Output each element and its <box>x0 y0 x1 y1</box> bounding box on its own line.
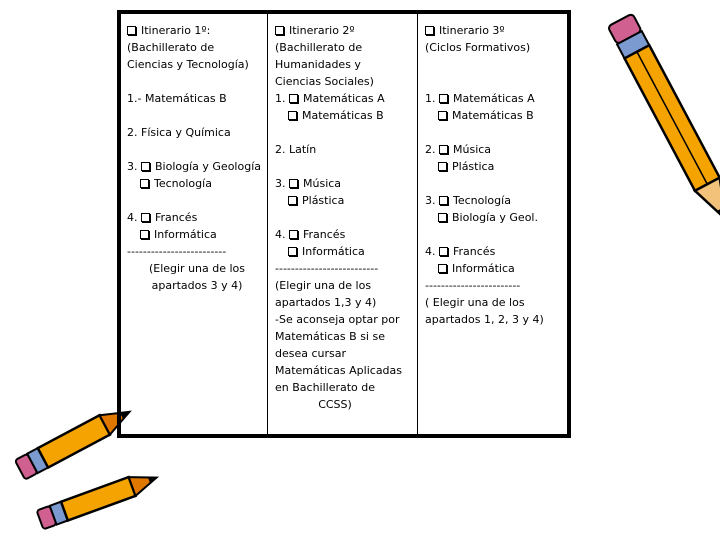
selection-note: en Bachillerato de <box>275 381 376 394</box>
checkbox-icon <box>438 264 447 273</box>
checkbox-icon <box>438 162 447 171</box>
subject-option: 2. Música <box>425 143 492 156</box>
subject-option: 3. Tecnología <box>425 194 511 207</box>
subject-option: 4. Francés <box>425 245 496 258</box>
subject-option: 3. Música <box>275 177 342 190</box>
subject-option: 1. Matemáticas A <box>425 92 535 105</box>
selection-note: CCSS) <box>318 398 352 411</box>
checkbox-icon <box>288 196 297 205</box>
subject-option: 2. Latín <box>275 143 317 156</box>
separator: -------------------------- <box>275 262 379 275</box>
subject-option: 1. Matemáticas A <box>275 92 385 105</box>
selection-note: Matemáticas Aplicadas <box>275 364 403 377</box>
selection-note: Matemáticas B si se <box>275 330 385 343</box>
checkbox-icon <box>275 26 284 35</box>
checkbox-icon <box>289 230 298 239</box>
column-header-title: Itinerario 1º: <box>127 22 267 39</box>
selection-note: (Elegir una de los <box>148 262 246 275</box>
subject-option: 4. Francés <box>127 211 198 224</box>
checkbox-icon <box>288 247 297 256</box>
subject-option: Matemáticas B <box>425 107 544 124</box>
checkbox-icon <box>140 179 149 188</box>
column-header-line: Humanidades y <box>275 58 361 71</box>
checkbox-icon <box>438 213 447 222</box>
checkbox-icon <box>439 196 448 205</box>
subject-option: Informática <box>275 243 402 260</box>
subject-option: 4. Francés <box>275 228 346 241</box>
checkbox-icon <box>439 94 448 103</box>
checkbox-icon <box>439 247 448 256</box>
subject-option: Informática <box>425 260 544 277</box>
subject-option: 1.- Matemáticas B <box>127 92 227 105</box>
selection-note: desea cursar <box>275 347 347 360</box>
subject-option: Informática <box>127 226 267 243</box>
column-header-line: (Bachillerato de <box>275 41 363 54</box>
selection-note: apartados 1,3 y 4) <box>275 296 377 309</box>
selection-note: ( Elegir una de los <box>425 296 525 309</box>
column-divider <box>417 14 418 434</box>
subject-option: Plástica <box>425 158 544 175</box>
separator: ------------------------- <box>127 245 227 258</box>
subject-option: Matemáticas B <box>275 107 402 124</box>
column-itinerario-3 <box>425 22 544 328</box>
column-itinerario-1 <box>127 22 267 294</box>
selection-note: apartados 3 y 4) <box>151 279 243 292</box>
subject-option: Biología y Geol. <box>425 209 544 226</box>
selection-note: (Elegir una de los <box>275 279 372 292</box>
column-header-line: Ciencias y Tecnología) <box>127 58 249 71</box>
checkbox-icon <box>141 162 150 171</box>
column-divider <box>267 14 268 434</box>
selection-note: -Se aconseja optar por <box>275 313 400 326</box>
column-header-line: Ciencias Sociales) <box>275 75 374 88</box>
column-itinerario-2 <box>275 22 402 413</box>
subject-option: Plástica <box>275 192 402 209</box>
column-header-line: (Bachillerato de <box>127 41 215 54</box>
checkbox-icon <box>140 230 149 239</box>
column-header-line: (Ciclos Formativos) <box>425 41 531 54</box>
checkbox-icon <box>288 111 297 120</box>
checkbox-icon <box>438 111 447 120</box>
checkbox-icon <box>127 26 136 35</box>
column-header-title: Itinerario 2º <box>275 22 402 39</box>
checkbox-icon <box>289 179 298 188</box>
subject-option: 3. Biología y Geología <box>127 160 261 173</box>
checkbox-icon <box>141 213 150 222</box>
separator: ------------------------ <box>425 279 521 292</box>
subject-option: 2. Física y Química <box>127 126 231 139</box>
checkbox-icon <box>439 145 448 154</box>
checkbox-icon <box>289 94 298 103</box>
subject-option: Tecnología <box>127 175 267 192</box>
column-header-title: Itinerario 3º <box>425 22 544 39</box>
checkbox-icon <box>425 26 434 35</box>
selection-note: apartados 1, 2, 3 y 4) <box>425 313 544 326</box>
